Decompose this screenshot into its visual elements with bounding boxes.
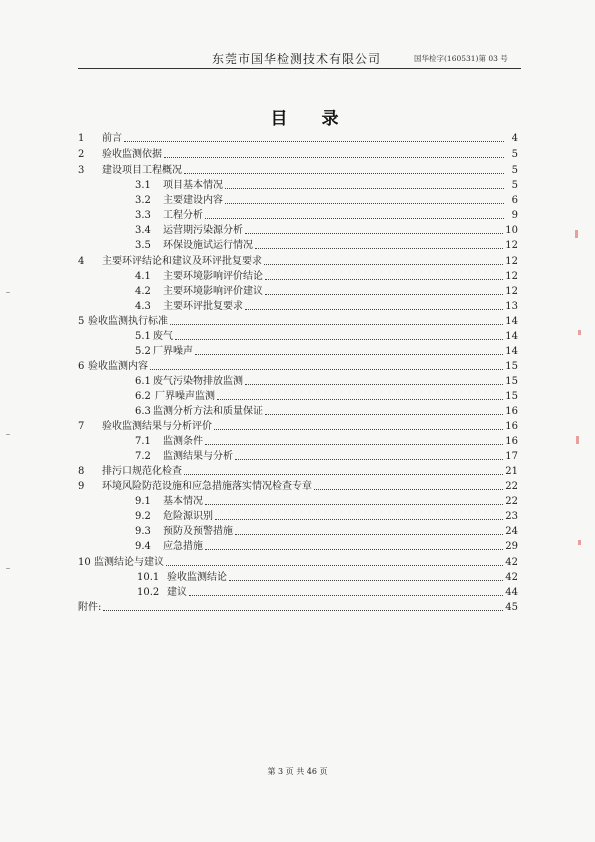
toc-entry-page: 9 <box>511 210 518 221</box>
toc-entry-page: 17 <box>505 451 518 462</box>
toc-entry-number: 9.3 <box>135 526 151 537</box>
toc-entry[interactable] <box>78 194 518 207</box>
toc-dot-leader <box>184 172 504 174</box>
toc-entry-text: 监测结果与分析 <box>163 451 233 462</box>
toc-entry-page: 5 <box>511 149 518 160</box>
toc-entry-number: 3.2 <box>135 195 151 206</box>
toc-entry[interactable] <box>78 601 518 614</box>
toc-entry-text: 附件: <box>78 602 102 613</box>
toc-entry-number: 3.5 <box>135 240 151 251</box>
toc-entry-text: 主要环境影响评价建议 <box>163 286 263 297</box>
toc-entry-text: 建议 <box>167 587 187 598</box>
toc-entry-text: 建设项目工程概况 <box>102 165 182 176</box>
toc-entry-text: 厂界噪声 <box>153 346 193 357</box>
toc-entry-page: 44 <box>505 587 518 598</box>
toc-entry-page: 42 <box>505 557 518 568</box>
toc-entry[interactable] <box>78 525 518 538</box>
toc-entry[interactable] <box>78 450 518 463</box>
toc-entry[interactable] <box>78 540 518 553</box>
toc-dot-leader <box>184 473 503 475</box>
toc-entry-text: 验收监测结论 <box>167 572 227 583</box>
header-company-name: 东莞市国华检测技术有限公司 <box>212 52 382 66</box>
toc-entry-page: 12 <box>505 240 518 251</box>
toc-entry-text: 监测条件 <box>163 436 203 447</box>
toc-entry[interactable] <box>78 315 518 328</box>
toc-dot-leader <box>225 187 504 189</box>
toc-entry-number: 9 <box>78 481 85 492</box>
toc-entry[interactable] <box>78 420 518 433</box>
toc-entry-number: 10.1 <box>137 572 160 583</box>
toc-entry-number: 9.1 <box>135 496 151 507</box>
toc-entry-page: 23 <box>505 511 518 522</box>
toc-entry-number: 4.3 <box>135 301 151 312</box>
toc-entry-text: 运营期污染源分析 <box>163 225 243 236</box>
toc-entry-text: 验收监测依据 <box>102 149 162 160</box>
toc-entry-text: 废气污染物排放监测 <box>153 376 243 387</box>
toc-entry-page: 5 <box>511 180 518 191</box>
toc-entry[interactable] <box>78 270 518 283</box>
toc-entry[interactable] <box>78 239 518 252</box>
toc-entry[interactable] <box>78 132 518 145</box>
toc-entry[interactable] <box>78 224 518 237</box>
toc-dot-leader <box>170 323 503 325</box>
toc-entry[interactable] <box>78 330 518 343</box>
toc-entry[interactable] <box>78 435 518 448</box>
toc-entry-number: 9.2 <box>135 511 151 522</box>
toc-entry-number: 5.1 <box>135 331 151 342</box>
toc-entry[interactable] <box>78 285 518 298</box>
toc-entry[interactable] <box>78 390 518 403</box>
toc-entry-number: 3.1 <box>135 180 151 191</box>
toc-dot-leader <box>166 564 503 566</box>
toc-entry-page: 21 <box>505 466 518 477</box>
toc-dot-leader <box>103 609 503 611</box>
toc-entry-text: 验收监测执行标准 <box>88 316 168 327</box>
toc-entry-page: 16 <box>505 436 518 447</box>
toc-entry-number: 2 <box>78 149 85 160</box>
toc-entry-text: 主要建设内容 <box>163 195 223 206</box>
stamp-fragment <box>575 230 578 238</box>
toc-entry-page: 5 <box>511 165 518 176</box>
toc-entry-number: 1 <box>78 133 85 144</box>
toc-entry-text: 验收监测结果与分析评价 <box>102 421 212 432</box>
page-number-footer: 第 3 页 共 46 页 <box>267 767 328 776</box>
toc-dot-leader <box>255 247 503 249</box>
toc-entry-number: 8 <box>78 466 85 477</box>
toc-entry-number: 4.2 <box>135 286 151 297</box>
scan-mark <box>6 568 10 569</box>
toc-entry[interactable] <box>78 405 518 418</box>
toc-entry-number: 9.4 <box>135 541 151 552</box>
toc-entry-number: 4.1 <box>135 271 151 282</box>
toc-entry[interactable] <box>78 375 518 388</box>
toc-entry[interactable] <box>78 360 518 373</box>
toc-dot-leader <box>229 579 503 581</box>
toc-entry[interactable] <box>78 300 518 313</box>
toc-dot-leader <box>314 488 503 490</box>
toc-entry-text: 前言 <box>102 133 122 144</box>
toc-entry-page: 24 <box>505 526 518 537</box>
toc-entry-page: 15 <box>505 361 518 372</box>
toc-entry-page: 22 <box>505 496 518 507</box>
toc-dot-leader <box>164 156 504 158</box>
toc-entry-text: 废气 <box>153 331 173 342</box>
toc-entry-number: 10.2 <box>137 587 160 598</box>
toc-entry[interactable] <box>78 586 518 599</box>
toc-entry[interactable] <box>78 571 518 584</box>
stamp-fragment <box>578 330 581 335</box>
toc-dot-leader <box>245 308 503 310</box>
toc-entry-page: 12 <box>505 271 518 282</box>
toc-entry-number: 6.2 <box>135 391 151 402</box>
toc-entry-page: 14 <box>505 316 518 327</box>
toc-dot-leader <box>205 443 503 445</box>
toc-entry-text: 应急措施 <box>163 541 203 552</box>
toc-entry[interactable] <box>78 345 518 358</box>
toc-entry-text: 厂界噪声监测 <box>155 391 215 402</box>
stamp-fragment <box>578 540 581 545</box>
toc-dot-leader <box>124 140 504 142</box>
toc-entry[interactable] <box>78 480 518 493</box>
toc-entry-page: 16 <box>505 406 518 417</box>
toc-entry-page: 22 <box>505 481 518 492</box>
toc-entry-page: 12 <box>505 256 518 267</box>
toc-entry[interactable] <box>78 179 518 192</box>
toc-dot-leader <box>214 428 503 430</box>
toc-entry-text: 主要环评结论和建议及环评批复要求 <box>102 256 262 267</box>
toc-dot-leader <box>264 263 503 265</box>
toc-entry-text: 危险源识别 <box>163 511 213 522</box>
toc-entry[interactable] <box>78 556 518 569</box>
toc-entry-number: 6.3 <box>135 406 151 417</box>
toc-entry-page: 13 <box>505 301 518 312</box>
toc-entry-number: 6 <box>78 361 85 372</box>
toc-dot-leader <box>235 458 503 460</box>
toc-entry-page: 4 <box>511 133 518 144</box>
toc-entry-text: 排污口规范化检查 <box>102 466 182 477</box>
toc-dot-leader <box>265 293 503 295</box>
toc-entry-text: 监测结论与建议 <box>94 557 164 568</box>
toc-entry-page: 14 <box>505 331 518 342</box>
scan-mark <box>6 434 10 435</box>
toc-entry-number: 5.2 <box>135 346 151 357</box>
header-rule <box>78 68 521 69</box>
toc-dot-leader <box>225 202 504 204</box>
toc-entry-text: 验收监测内容 <box>88 361 148 372</box>
toc-entry-text: 主要环评批复要求 <box>163 301 243 312</box>
toc-entry-text: 监测分析方法和质量保证 <box>153 406 263 417</box>
toc-entry-number: 4 <box>78 256 85 267</box>
toc-dot-leader <box>265 413 503 415</box>
toc-dot-leader <box>205 503 503 505</box>
toc-entry-page: 15 <box>505 376 518 387</box>
header-report-number: 国华检字(160531)第 03 号 <box>414 54 508 63</box>
toc-entry-page: 42 <box>505 572 518 583</box>
toc-dot-leader <box>245 383 503 385</box>
toc-entry-text: 基本情况 <box>163 496 203 507</box>
toc-entry-page: 45 <box>505 602 518 613</box>
toc-entry-number: 3.4 <box>135 225 151 236</box>
toc-entry-page: 14 <box>505 346 518 357</box>
toc-entry-number: 7.1 <box>135 436 151 447</box>
toc-entry[interactable] <box>78 209 518 222</box>
toc-entry-number: 7.2 <box>135 451 151 462</box>
toc-entry-page: 12 <box>505 286 518 297</box>
toc-entry-text: 环保设施试运行情况 <box>163 240 253 251</box>
toc-entry-number: 3.3 <box>135 210 151 221</box>
toc-dot-leader <box>195 353 503 355</box>
scan-mark <box>6 292 10 293</box>
toc-entry-number: 6.1 <box>135 376 151 387</box>
toc-entry[interactable] <box>78 465 518 478</box>
toc-dot-leader <box>217 398 503 400</box>
toc-dot-leader <box>215 518 503 520</box>
toc-entry-text: 预防及预警措施 <box>163 526 233 537</box>
toc-dot-leader <box>235 533 503 535</box>
toc-entry-text: 工程分析 <box>163 210 203 221</box>
toc-title: 目 录 <box>270 109 353 129</box>
toc-dot-leader <box>245 232 503 234</box>
toc-entry-page: 16 <box>505 421 518 432</box>
stamp-fragment <box>576 436 579 444</box>
toc-dot-leader <box>189 594 503 596</box>
toc-entry-text: 项目基本情况 <box>163 180 223 191</box>
toc-entry-number: 3 <box>78 165 85 176</box>
toc-entry[interactable] <box>78 255 518 268</box>
toc-dot-leader <box>175 338 503 340</box>
toc-entry-number: 10 <box>78 557 91 568</box>
toc-dot-leader <box>205 217 504 219</box>
toc-entry-number: 5 <box>78 316 85 327</box>
toc-entry-page: 6 <box>511 195 518 206</box>
toc-entry-page: 29 <box>505 541 518 552</box>
toc-dot-leader <box>205 548 503 550</box>
toc-dot-leader <box>150 368 503 370</box>
toc-entry[interactable] <box>78 148 518 161</box>
toc-entry-page: 15 <box>505 391 518 402</box>
toc-entry[interactable] <box>78 495 518 508</box>
toc-entry[interactable] <box>78 510 518 523</box>
toc-entry[interactable] <box>78 164 518 177</box>
toc-entry-number: 7 <box>78 421 85 432</box>
toc-dot-leader <box>265 278 503 280</box>
toc-entry-text: 主要环境影响评价结论 <box>163 271 263 282</box>
toc-entry-text: 环境风险防范设施和应急措施落实情况检查专章 <box>102 481 312 492</box>
toc-entry-page: 10 <box>505 225 518 236</box>
